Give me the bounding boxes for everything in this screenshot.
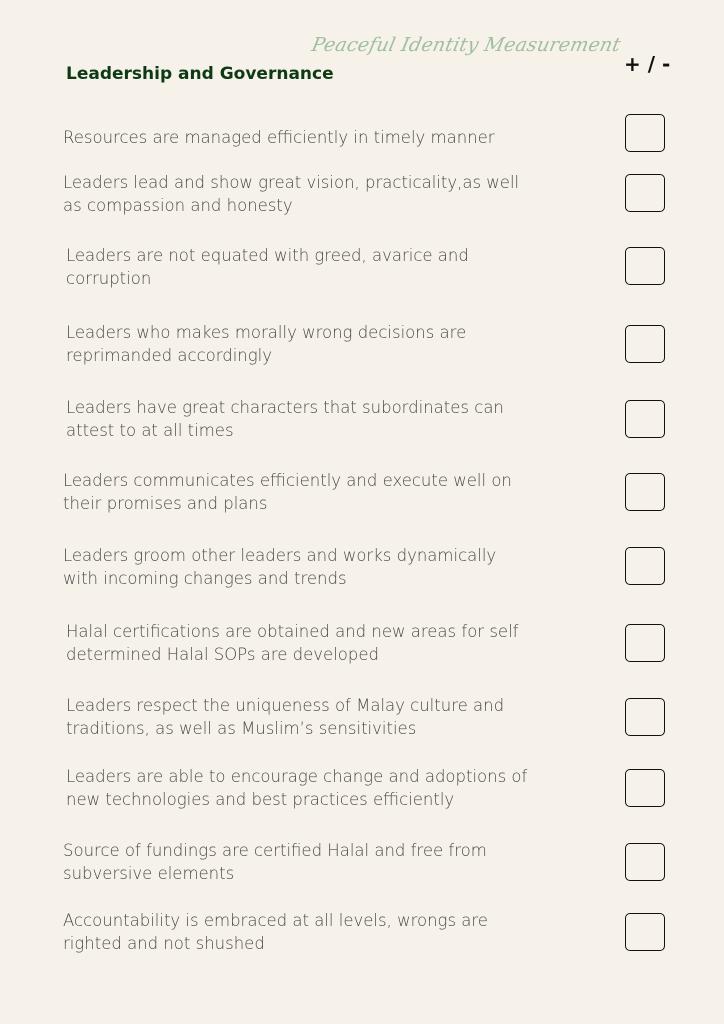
checklist-checkbox[interactable]	[625, 114, 665, 152]
checklist-checkbox[interactable]	[625, 247, 665, 285]
section-title: Leadership and Governance	[66, 64, 334, 84]
checklist-item-text: Leaders communicates efficiently and execute well on their promises and plans	[63, 471, 512, 513]
checklist-item-text: Leaders are able to encourage change and adoptions of new technologies and best practices efficiently	[66, 767, 528, 809]
checklist-checkbox[interactable]	[625, 913, 665, 951]
checklist-item-text: Leaders are not equated with greed, avarice and corruption	[66, 246, 469, 288]
checklist-checkbox[interactable]	[625, 174, 665, 212]
checklist-item-text: Leaders groom other leaders and works dynamically with incoming changes and trends	[63, 546, 497, 588]
checklist-checkbox[interactable]	[625, 473, 665, 511]
checklist-checkbox[interactable]	[625, 547, 665, 585]
checklist-item-text: Accountability is embraced at all levels, wrongs are righted and not shushed	[63, 911, 488, 953]
checklist-item-text: Leaders who makes morally wrong decisions are reprimanded accordingly	[66, 323, 467, 365]
checklist-item-text: Halal certifications are obtained and new areas for self determined Halal SOPs are developed	[66, 622, 519, 664]
checklist-checkbox[interactable]	[625, 843, 665, 881]
checklist-item-text: Resources are managed efficiently in timely manner	[63, 128, 495, 147]
checklist-checkbox[interactable]	[625, 325, 665, 363]
checklist-checkbox[interactable]	[625, 769, 665, 807]
checklist-checkbox[interactable]	[625, 698, 665, 736]
checklist-item-text: Leaders lead and show great vision, practicality,as well as compassion and honesty	[63, 173, 520, 215]
checklist-checkbox[interactable]	[625, 400, 665, 438]
plus-minus-column-label: + / -	[624, 52, 671, 76]
checklist-item-text: Leaders have great characters that subordinates can attest to at all times	[66, 398, 504, 440]
checklist-checkbox[interactable]	[625, 624, 665, 662]
script-page-title: Peaceful Identity Measurement	[309, 34, 623, 56]
checklist-item-text: Source of fundings are certified Halal and free from subversive elements	[63, 841, 487, 883]
checklist-item-text: Leaders respect the uniqueness of Malay culture and traditions, as well as Muslim’s sensitivities	[66, 696, 505, 738]
